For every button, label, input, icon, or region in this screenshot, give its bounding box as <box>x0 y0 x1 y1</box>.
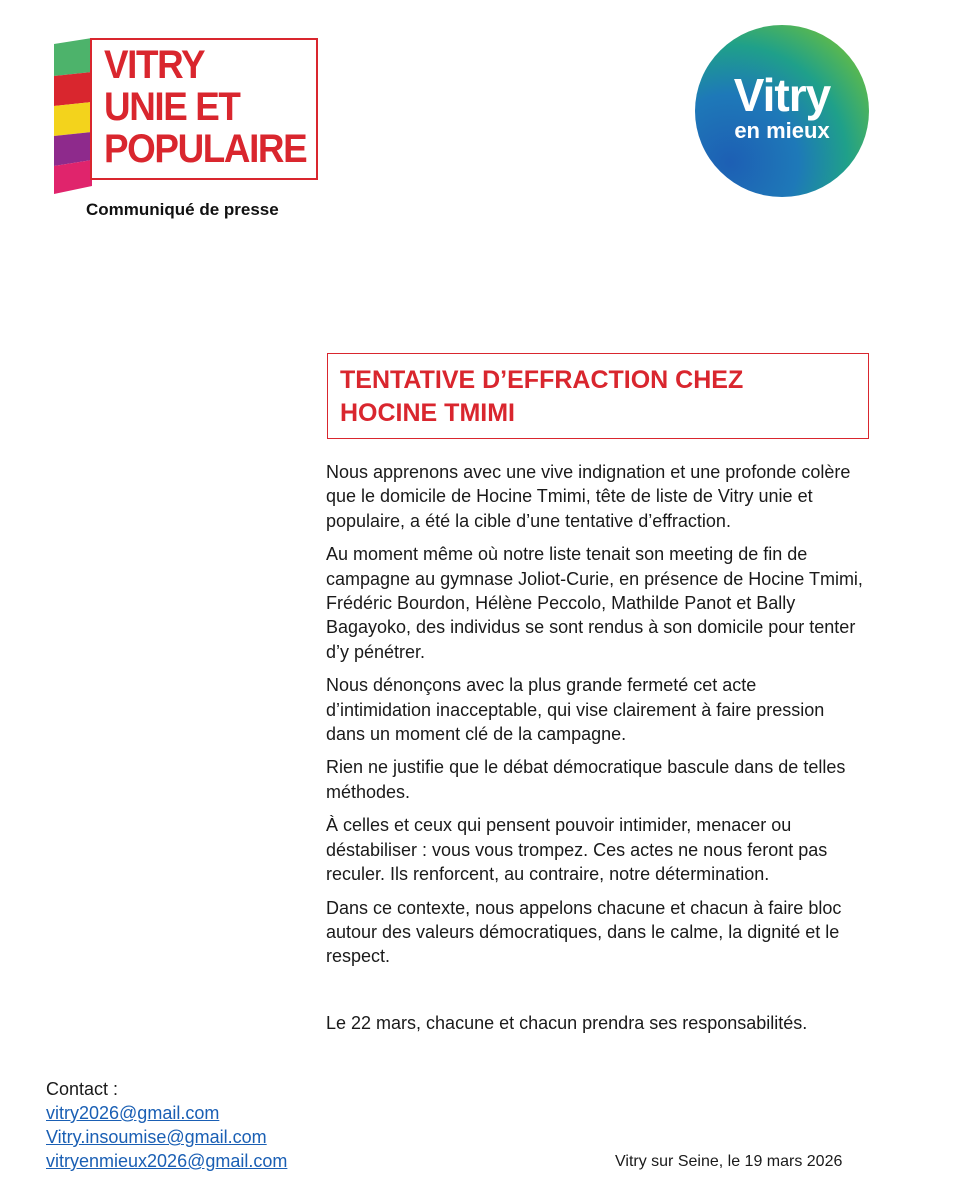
logo-line-1: VITRY <box>104 43 205 87</box>
logo-line-2: UNIE ET <box>104 85 240 129</box>
paragraph: Au moment même où notre liste tenait son meeting de fin de campagne au gymnase Joliot-Curie, en présence de Hocine Tmimi, Frédéric Bourdon, Hélène Peccolo, Mathilde Panot et Bally Bagayoko, des individus se sont rendus à son domicile pour tenter d’y pénétrer. <box>326 544 863 662</box>
title-line-2: HOCINE TMIMI <box>340 399 515 427</box>
contact-block <box>46 1077 287 1173</box>
logo-right-line-1: Vitry <box>733 69 831 121</box>
contact-email-3[interactable]: vitryenmieux2026@gmail.com <box>46 1151 288 1171</box>
paragraph: Rien ne justifie que le débat démocratique bascule dans de telles méthodes. <box>326 757 846 802</box>
vitry-en-mieux-logo <box>695 25 869 197</box>
logo-text-box <box>90 38 318 180</box>
logo-line-3: POPULAIRE <box>104 127 307 171</box>
contact-email-1[interactable]: vitry2026@gmail.com <box>46 1103 220 1123</box>
closing-statement: Le 22 mars, chacune et chacun prendra ses responsabilités. <box>326 1013 808 1033</box>
logo-stripes-icon <box>52 36 92 194</box>
contact-email-2[interactable]: Vitry.insoumise@gmail.com <box>46 1127 267 1147</box>
place-date: Vitry sur Seine, le 19 mars 2026 <box>615 1153 843 1170</box>
title-line-1: TENTATIVE D’EFFRACTION CHEZ <box>340 366 744 394</box>
paragraph: Dans ce contexte, nous appelons chacune et chacun à faire bloc autour des valeurs démocratiques, dans le calme, la dignité et le respect. <box>326 897 842 967</box>
logo-right-line-2: en mieux <box>734 118 830 143</box>
body-text <box>326 460 866 978</box>
vitry-unie-populaire-logo <box>50 36 322 194</box>
press-release-title <box>327 353 869 439</box>
paragraph: Nous dénonçons avec la plus grande fermeté cet acte d’intimidation inacceptable, qui vise clairement à faire pression dans un moment clé de la campagne. <box>326 675 825 745</box>
paragraph: Nous apprenons avec une vive indignation et une profonde colère que le domicile de Hocine Tmimi, tête de liste de Vitry unie et populaire, a été la cible d’une tentative d’effraction. <box>326 462 851 531</box>
contact-label: Contact : <box>46 1079 119 1099</box>
paragraph: À celles et ceux qui pensent pouvoir intimider, menacer ou déstabiliser : vous vous trompez. Ces actes ne nous feront pas reculer. Ils renforcent, au contraire, notre détermination. <box>326 815 828 885</box>
communique-label: Communiqué de presse <box>86 200 279 219</box>
